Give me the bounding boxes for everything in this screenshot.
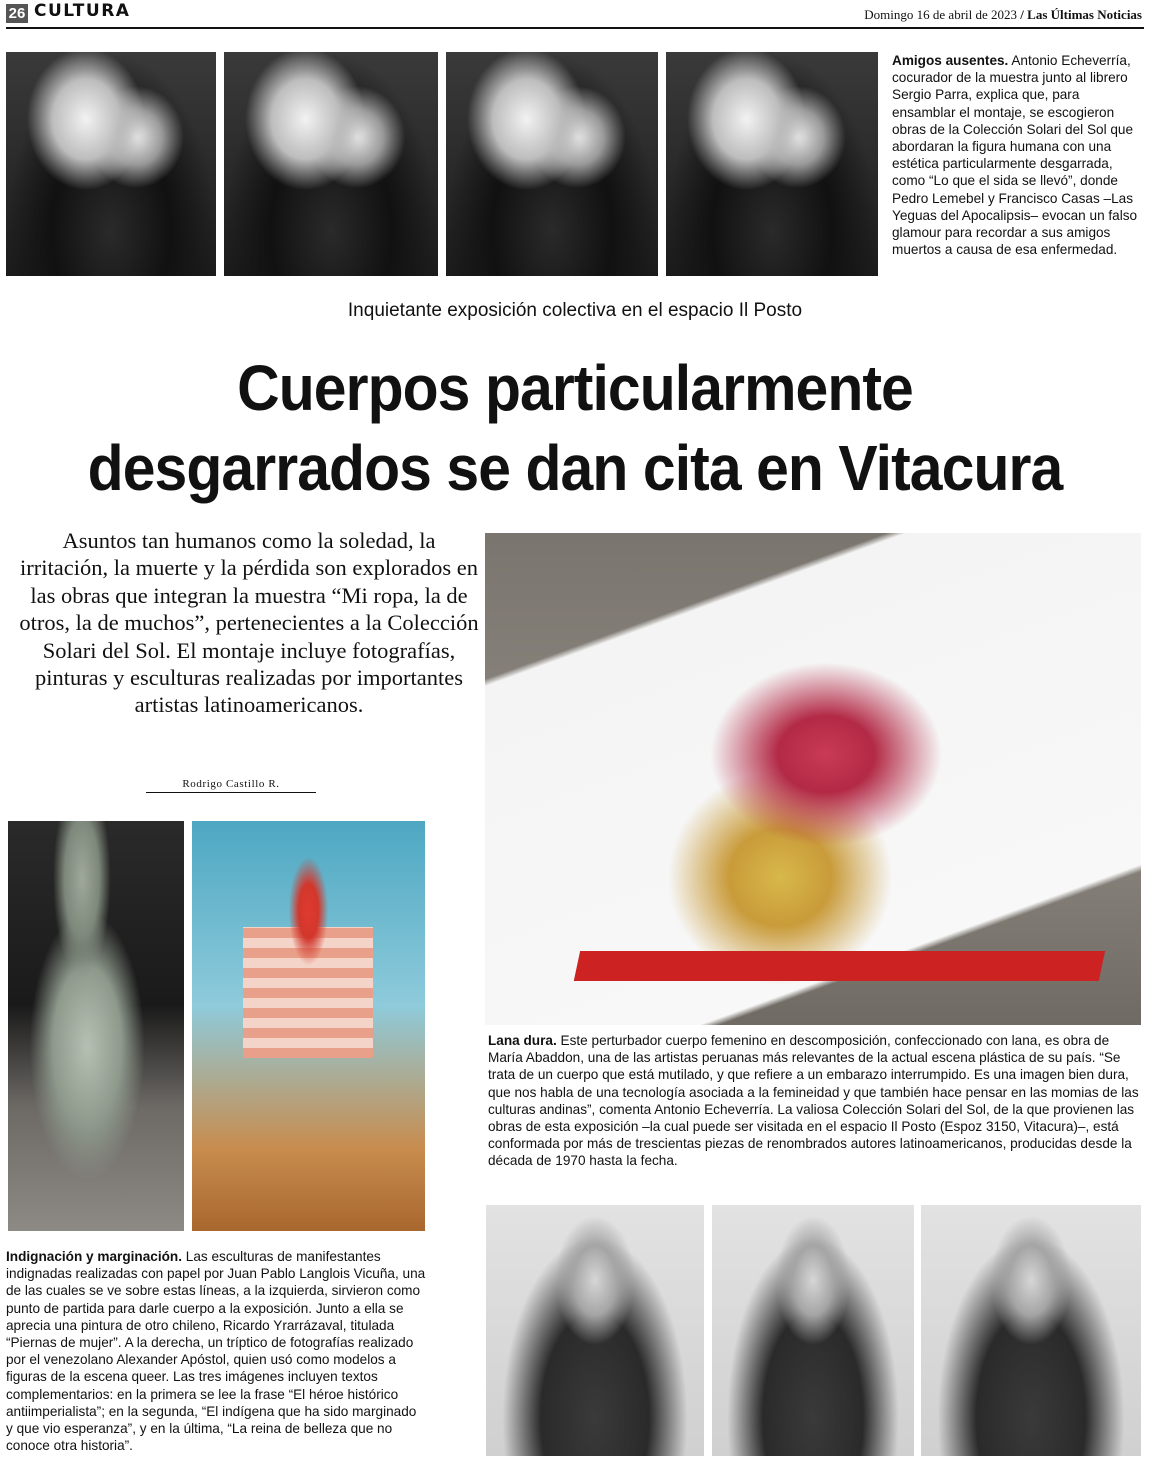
headline-line-2: desgarrados se dan cita en Vitacura (87, 432, 1063, 504)
header-separator: / (1020, 7, 1024, 22)
photo-triptych-3 (921, 1205, 1141, 1456)
header-dateline (864, 7, 1142, 23)
headline (46, 348, 1104, 508)
kicker: Inquietante exposición colectiva en el espacio Il Posto (347, 300, 803, 321)
photo-yeguas-3 (446, 52, 658, 276)
header-rule (6, 27, 1144, 29)
caption-indignacion (6, 1248, 426, 1454)
caption-lead: Amigos ausentes. (892, 53, 1009, 68)
photo-piernas-de-mujer (192, 821, 425, 1231)
headline-line-1: Cuerpos particularmente (237, 352, 913, 424)
article-deck: Asuntos tan humanos como la soledad, la irritación, la muerte y la pérdida son explorados en las obras que integran la muestra “Mi ropa, la de otros, la de muchos”, pertenecientes a la Colección Solari del Sol. El montaje incluye fotografías, pinturas y esculturas realizadas por importantes artistas latinoamericanos. (19, 528, 479, 718)
caption-text: Las esculturas de manifestantes indignadas realizadas con papel por Juan Pablo Langlois Vicuña, una de las cuales se ve sobre estas líneas, a la izquierda, sirvieron como punto de partida para darle cuerpo a la exposición. Junto a ella se aprecia una pintura de otro chileno, Ricardo Yrarrázaval, titulada “Piernas de mujer”. A la derecha, un tríptico de fotografías realizado por el venezolano Alexander Apóstol, quien usó como modelos a figuras de la escena queer. Las tres imágenes incluyen textos complementarios: en la primera se lee la frase “El héroe histórico antiimperialista”; en la segunda, “El indígena que ha sido marginado y que vio esperanza”, y en la última, “La reina de belleza que no conoce otra historia”. (6, 1249, 426, 1454)
caption-text: Este perturbador cuerpo femenino en descomposición, confeccionado con lana, es obra de María Abaddon, una de las artistas peruanas más relevantes de la actual escena plástica de su país. “Se trata de un cuerpo que está mutilado, y que refiere a un embarazo interrumpido. Es una imagen bien dura, que nos habla de una tecnología asociada a la femineidad y que también hace pensar en las momias de las culturas andinas”, comenta Antonio Echeverría. La valiosa Colección Solari del Sol, de la que provienen las obras de esta exposición –la cual puede ser visitada en el espacio Il Posto (Espoz 3150, Vitacura)–, está conformada por más de trescientas piezas de renombrados autores latinoamericanos, producidas desde la década de 1970 hasta la fecha. (488, 1033, 1139, 1169)
photo-triptych-2 (712, 1205, 914, 1456)
photo-triptych-1 (486, 1205, 704, 1456)
section-name: CULTURA (34, 1, 131, 21)
header-date: Domingo 16 de abril de 2023 (864, 7, 1018, 22)
photo-yeguas-4 (666, 52, 878, 276)
photo-paper-sculpture (8, 821, 184, 1231)
page-number: 26 (6, 4, 28, 23)
photo-detail-red-base (574, 951, 1105, 981)
byline: Rodrigo Castillo R. (146, 778, 316, 793)
caption-lana-dura (488, 1032, 1142, 1170)
caption-amigos-ausentes (892, 52, 1142, 258)
photo-lana-dura-sculpture (485, 533, 1141, 1025)
photo-yeguas-2 (224, 52, 438, 276)
newspaper-name: Las Últimas Noticias (1027, 7, 1142, 22)
caption-text: Antonio Echeverría, cocurador de la muestra junto al librero Sergio Parra, explica que, para ensamblar el montaje, se escogieron obras de la Colección Solari del Sol que abordaran la figura humana con una estética particularmente desgarrada, como “Lo que el sida se llevó”, donde Pedro Lemebel y Francisco Casas –Las Yeguas del Apocalipsis– evocan un falso glamour para recordar a sus amigos muertos a causa de esa enfermedad. (892, 53, 1138, 258)
caption-lead: Lana dura. (488, 1033, 557, 1048)
photo-yeguas-1 (6, 52, 216, 276)
caption-lead: Indignación y marginación. (6, 1249, 182, 1264)
